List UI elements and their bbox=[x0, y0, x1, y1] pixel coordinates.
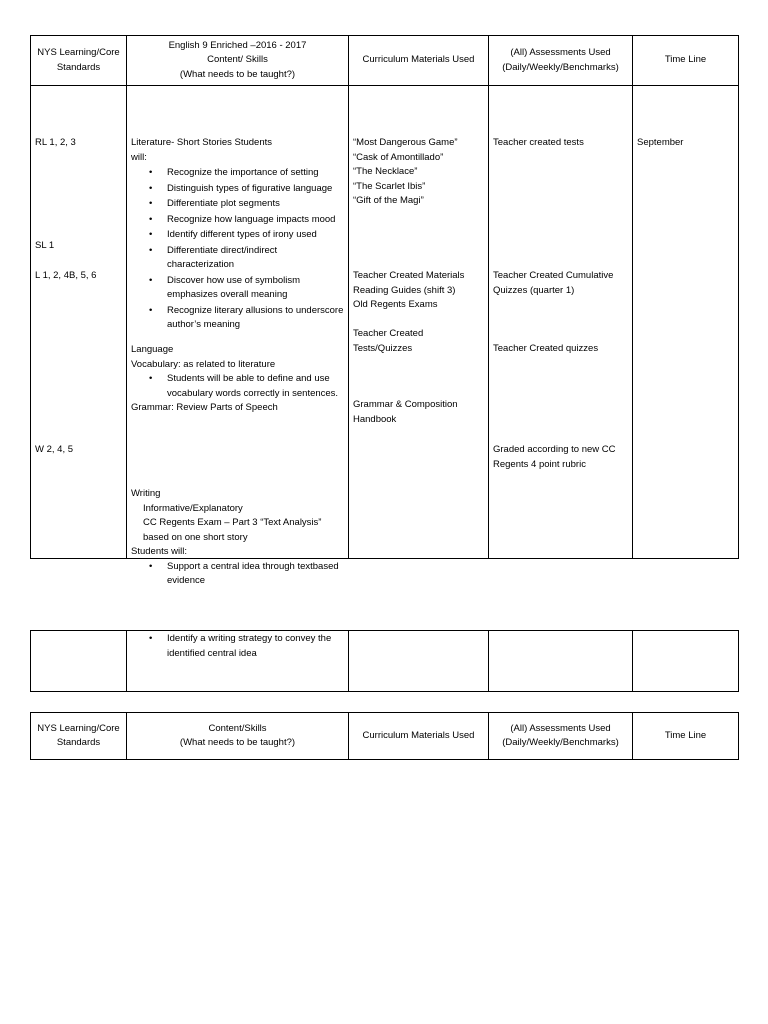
materials-cell: “Most Dangerous Game” “Cask of Amontillado” “The Necklace” “The Scarlet Ibis” “Gift of the Magi” Teacher Created Materials Reading Guides (shift 3) Old Regents Exams Teacher Created Tests/Quizzes Grammar & Composition Handbook bbox=[349, 86, 489, 559]
table-row bbox=[31, 631, 739, 692]
language-heading: Language bbox=[131, 344, 174, 355]
writing-heading: Writing bbox=[131, 488, 161, 499]
header-content: English 9 Enriched –2016 - 2017 Content/ Skills (What needs to be taught?) bbox=[127, 36, 349, 86]
header-materials: Curriculum Materials Used bbox=[349, 713, 489, 760]
story-title: “Cask of Amontillado” bbox=[353, 151, 444, 163]
header-content: Content/Skills (What needs to be taught?) bbox=[127, 713, 349, 760]
list-item: • Support a central idea through textbased evidence bbox=[167, 560, 344, 589]
list-item: • Distinguish types of figurative language bbox=[167, 182, 344, 197]
header-standards: NYS Learning/Core Standards bbox=[31, 713, 127, 760]
continuation-table bbox=[30, 630, 739, 692]
literature-heading: Literature- Short Stories Students bbox=[131, 137, 272, 148]
standard-sl: SL 1 bbox=[35, 240, 55, 251]
timeline-cell bbox=[633, 86, 739, 559]
curriculum-table bbox=[30, 35, 739, 586]
list-item: • Discover how use of symbolism emphasizes overall meaning bbox=[167, 274, 344, 303]
document-title: English 9 Enriched –2016 - 2017 bbox=[168, 39, 307, 51]
content-cell: Literature- Short Stories Students will: • Recognize the importance of setting • Distinguish types of figurative language • Differentiate plot segments • Recognize how language impacts mood • Identify different types of irony used • Differentiate direct/indirect characterization • Discover how use of symbolism emphasizes overall meaning • Recognize literary allusions to underscore author’s meaning Language Vocabulary: as related to literature • Students will be able to define and use vocabulary words correctly in sentences. Grammar: Review Parts of Speech Writing Informative/Explanatory CC Regents Exam – Part 3 “Text Analysis” based on one short story Students will: • Support a central idea through textbased evidence bbox=[127, 86, 349, 559]
header-assessments: (All) Assessments Used (Daily/Weekly/Benchmarks) bbox=[489, 713, 633, 760]
list-item: • Students will be able to define and use vocabulary words correctly in sentences. bbox=[167, 372, 344, 401]
assessments-cell: Teacher created tests Teacher Created Cumulative Quizzes (quarter 1) Teacher Created quizzes Graded according to new CC Regents 4 point rubric bbox=[489, 86, 633, 559]
header-table bbox=[30, 712, 739, 760]
literature-skills-list bbox=[131, 166, 344, 333]
list-item: • Differentiate plot segments bbox=[167, 197, 344, 212]
list-item: • Recognize literary allusions to underscore author’s meaning bbox=[167, 304, 344, 333]
header-timeline: Time Line bbox=[633, 36, 739, 86]
header-timeline: Time Line bbox=[633, 713, 739, 760]
story-title: “Gift of the Magi” bbox=[353, 195, 424, 206]
standards-cell bbox=[31, 86, 127, 559]
standard-rl: RL 1, 2, 3 bbox=[35, 137, 76, 148]
list-item: • Identify a writing strategy to convey the identified central idea bbox=[167, 632, 344, 661]
story-title: “The Scarlet Ibis” bbox=[353, 180, 426, 192]
timeline-month: September bbox=[637, 137, 684, 148]
header-materials: Curriculum Materials Used bbox=[349, 36, 489, 86]
standard-w: W 2, 4, 5 bbox=[35, 444, 74, 455]
list-item: • Differentiate direct/indirect characterization bbox=[167, 244, 344, 273]
list-item: • Identify different types of irony used bbox=[167, 228, 344, 243]
story-title: “The Necklace” bbox=[353, 166, 418, 177]
header-row bbox=[31, 713, 739, 760]
list-item: • Recognize how language impacts mood bbox=[167, 213, 344, 228]
body-row bbox=[31, 86, 739, 559]
header-standards: NYS Learning/Core Standards bbox=[31, 36, 127, 86]
story-title: “Most Dangerous Game” bbox=[353, 137, 458, 148]
header-assessments: (All) Assessments Used (Daily/Weekly/Benchmarks) bbox=[489, 36, 633, 86]
header-row bbox=[31, 36, 739, 86]
list-item: • Recognize the importance of setting bbox=[167, 166, 344, 181]
standard-l: L 1, 2, 4B, 5, 6 bbox=[35, 270, 97, 281]
